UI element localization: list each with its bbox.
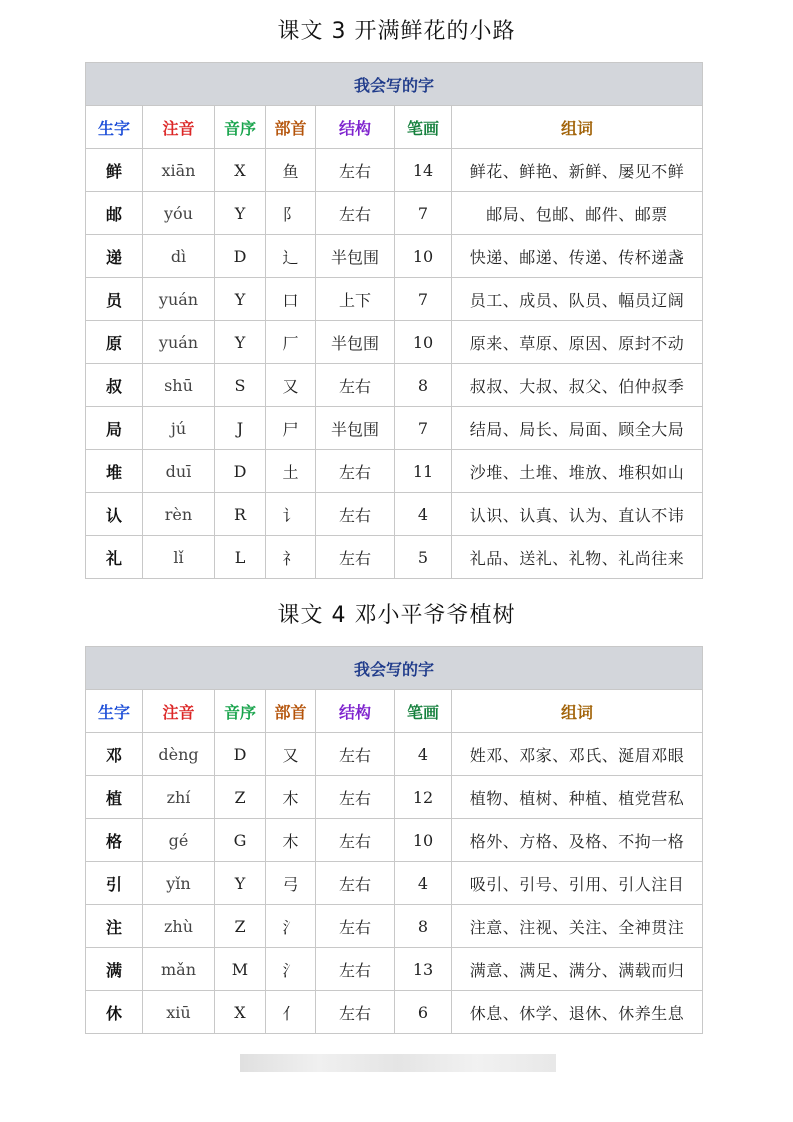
cell-pinyin: dì bbox=[143, 235, 215, 278]
cell-order: S bbox=[215, 364, 266, 407]
lesson-title-3: 课文 3 开满鲜花的小路 bbox=[277, 19, 516, 44]
cell-structure: 左右 bbox=[316, 149, 395, 192]
cell-structure: 左右 bbox=[316, 450, 395, 493]
table-row bbox=[86, 991, 703, 1034]
cell-char: 邓 bbox=[86, 733, 143, 776]
table-row bbox=[86, 407, 703, 450]
cell-radical: 阝 bbox=[266, 192, 316, 235]
cell-pinyin: zhù bbox=[143, 905, 215, 948]
cell-radical: 辶 bbox=[266, 235, 316, 278]
cell-pinyin: shū bbox=[143, 364, 215, 407]
cell-words: 员工、成员、队员、幅员辽阔 bbox=[452, 278, 703, 321]
cell-strokes: 7 bbox=[395, 192, 452, 235]
cell-radical: 弓 bbox=[266, 862, 316, 905]
table-row bbox=[86, 450, 703, 493]
cell-structure: 左右 bbox=[316, 905, 395, 948]
cell-char: 员 bbox=[86, 278, 143, 321]
cell-char: 叔 bbox=[86, 364, 143, 407]
cell-pinyin: zhí bbox=[143, 776, 215, 819]
cell-words: 满意、满足、满分、满载而归 bbox=[452, 948, 703, 991]
cell-strokes: 8 bbox=[395, 364, 452, 407]
cell-char: 植 bbox=[86, 776, 143, 819]
cell-char: 原 bbox=[86, 321, 143, 364]
cell-radical: 又 bbox=[266, 364, 316, 407]
cell-structure: 左右 bbox=[316, 536, 395, 579]
section-label: 我会写的字 bbox=[86, 647, 703, 690]
cell-radical: 氵 bbox=[266, 905, 316, 948]
cell-strokes: 4 bbox=[395, 493, 452, 536]
cell-radical: 讠 bbox=[266, 493, 316, 536]
cell-order: J bbox=[215, 407, 266, 450]
cell-strokes: 4 bbox=[395, 862, 452, 905]
cell-pinyin: mǎn bbox=[143, 948, 215, 991]
cell-strokes: 8 bbox=[395, 905, 452, 948]
section-label: 我会写的字 bbox=[86, 63, 703, 106]
cell-words: 姓邓、邓家、邓氏、涎眉邓眼 bbox=[452, 733, 703, 776]
cell-radical: 氵 bbox=[266, 948, 316, 991]
header-pinyin: 注音 bbox=[143, 106, 215, 149]
table-row bbox=[86, 235, 703, 278]
cell-words: 格外、方格、及格、不拘一格 bbox=[452, 819, 703, 862]
cell-words: 礼品、送礼、礼物、礼尚往来 bbox=[452, 536, 703, 579]
cell-words: 休息、休学、退休、休养生息 bbox=[452, 991, 703, 1034]
cell-char: 局 bbox=[86, 407, 143, 450]
cell-pinyin: yuán bbox=[143, 321, 215, 364]
table-row bbox=[86, 733, 703, 776]
cell-strokes: 4 bbox=[395, 733, 452, 776]
cell-structure: 左右 bbox=[316, 493, 395, 536]
cell-order: Y bbox=[215, 278, 266, 321]
cell-char: 格 bbox=[86, 819, 143, 862]
header-words: 组词 bbox=[452, 690, 703, 733]
cell-structure: 左右 bbox=[316, 192, 395, 235]
cell-radical: 又 bbox=[266, 733, 316, 776]
cell-pinyin: xiān bbox=[143, 149, 215, 192]
cell-order: L bbox=[215, 536, 266, 579]
cell-words: 注意、注视、关注、全神贯注 bbox=[452, 905, 703, 948]
cell-radical: 口 bbox=[266, 278, 316, 321]
cell-char: 鲜 bbox=[86, 149, 143, 192]
cell-strokes: 10 bbox=[395, 321, 452, 364]
header-order: 音序 bbox=[215, 690, 266, 733]
cell-strokes: 5 bbox=[395, 536, 452, 579]
cell-pinyin: yǐn bbox=[143, 862, 215, 905]
cell-strokes: 13 bbox=[395, 948, 452, 991]
cell-char: 堆 bbox=[86, 450, 143, 493]
cell-order: Z bbox=[215, 776, 266, 819]
cell-order: X bbox=[215, 149, 266, 192]
cell-strokes: 14 bbox=[395, 149, 452, 192]
header-strokes: 笔画 bbox=[395, 690, 452, 733]
cell-words: 叔叔、大叔、叔父、伯仲叔季 bbox=[452, 364, 703, 407]
table-row bbox=[86, 862, 703, 905]
cell-char: 注 bbox=[86, 905, 143, 948]
cell-strokes: 11 bbox=[395, 450, 452, 493]
cell-char: 邮 bbox=[86, 192, 143, 235]
header-char: 生字 bbox=[86, 690, 143, 733]
cell-char: 礼 bbox=[86, 536, 143, 579]
cell-radical: 礻 bbox=[266, 536, 316, 579]
cell-strokes: 10 bbox=[395, 819, 452, 862]
cell-pinyin: jú bbox=[143, 407, 215, 450]
cell-order: M bbox=[215, 948, 266, 991]
header-char: 生字 bbox=[86, 106, 143, 149]
cell-structure: 左右 bbox=[316, 991, 395, 1034]
cell-structure: 左右 bbox=[316, 948, 395, 991]
table-row bbox=[86, 364, 703, 407]
cell-radical: 厂 bbox=[266, 321, 316, 364]
table-row bbox=[86, 321, 703, 364]
table-row bbox=[86, 776, 703, 819]
header-structure: 结构 bbox=[316, 690, 395, 733]
cell-radical: 亻 bbox=[266, 991, 316, 1034]
cell-radical: 木 bbox=[266, 819, 316, 862]
cell-order: Y bbox=[215, 862, 266, 905]
character-table-lesson-4 bbox=[85, 646, 703, 1034]
header-pinyin: 注音 bbox=[143, 690, 215, 733]
cell-strokes: 12 bbox=[395, 776, 452, 819]
cell-structure: 上下 bbox=[316, 278, 395, 321]
cell-order: Y bbox=[215, 321, 266, 364]
cell-radical: 土 bbox=[266, 450, 316, 493]
cell-words: 结局、局长、局面、顾全大局 bbox=[452, 407, 703, 450]
cell-pinyin: rèn bbox=[143, 493, 215, 536]
cell-pinyin: xiū bbox=[143, 991, 215, 1034]
cell-pinyin: duī bbox=[143, 450, 215, 493]
cell-pinyin: yóu bbox=[143, 192, 215, 235]
cell-words: 快递、邮递、传递、传杯递盏 bbox=[452, 235, 703, 278]
header-words: 组词 bbox=[452, 106, 703, 149]
cell-structure: 半包围 bbox=[316, 235, 395, 278]
cell-char: 休 bbox=[86, 991, 143, 1034]
table-row bbox=[86, 819, 703, 862]
cell-char: 满 bbox=[86, 948, 143, 991]
cell-order: X bbox=[215, 991, 266, 1034]
header-radical: 部首 bbox=[266, 690, 316, 733]
cell-structure: 左右 bbox=[316, 862, 395, 905]
table-row bbox=[86, 149, 703, 192]
cell-order: G bbox=[215, 819, 266, 862]
cell-strokes: 10 bbox=[395, 235, 452, 278]
cell-strokes: 7 bbox=[395, 278, 452, 321]
cell-char: 引 bbox=[86, 862, 143, 905]
table-row bbox=[86, 192, 703, 235]
cell-words: 植物、植树、种植、植党营私 bbox=[452, 776, 703, 819]
cell-order: D bbox=[215, 235, 266, 278]
table-row bbox=[86, 278, 703, 321]
lesson-title-4: 课文 4 邓小平爷爷植树 bbox=[277, 603, 516, 628]
cell-order: R bbox=[215, 493, 266, 536]
header-structure: 结构 bbox=[316, 106, 395, 149]
header-strokes: 笔画 bbox=[395, 106, 452, 149]
cell-order: Z bbox=[215, 905, 266, 948]
cell-char: 认 bbox=[86, 493, 143, 536]
cell-words: 鲜花、鲜艳、新鲜、屡见不鲜 bbox=[452, 149, 703, 192]
cell-strokes: 6 bbox=[395, 991, 452, 1034]
cell-radical: 尸 bbox=[266, 407, 316, 450]
cell-structure: 半包围 bbox=[316, 407, 395, 450]
cell-char: 递 bbox=[86, 235, 143, 278]
page-footer-blur bbox=[240, 1054, 556, 1072]
table-row bbox=[86, 536, 703, 579]
cell-radical: 鱼 bbox=[266, 149, 316, 192]
table-row bbox=[86, 905, 703, 948]
cell-order: Y bbox=[215, 192, 266, 235]
cell-words: 认识、认真、认为、直认不讳 bbox=[452, 493, 703, 536]
cell-words: 原来、草原、原因、原封不动 bbox=[452, 321, 703, 364]
header-radical: 部首 bbox=[266, 106, 316, 149]
cell-strokes: 7 bbox=[395, 407, 452, 450]
table-row bbox=[86, 493, 703, 536]
cell-radical: 木 bbox=[266, 776, 316, 819]
cell-structure: 左右 bbox=[316, 776, 395, 819]
cell-structure: 左右 bbox=[316, 819, 395, 862]
character-table-lesson-3 bbox=[85, 62, 703, 579]
cell-pinyin: gé bbox=[143, 819, 215, 862]
cell-words: 沙堆、土堆、堆放、堆积如山 bbox=[452, 450, 703, 493]
cell-structure: 左右 bbox=[316, 364, 395, 407]
cell-words: 吸引、引号、引用、引人注目 bbox=[452, 862, 703, 905]
cell-words: 邮局、包邮、邮件、邮票 bbox=[452, 192, 703, 235]
cell-pinyin: dèng bbox=[143, 733, 215, 776]
cell-structure: 左右 bbox=[316, 733, 395, 776]
cell-pinyin: lǐ bbox=[143, 536, 215, 579]
cell-structure: 半包围 bbox=[316, 321, 395, 364]
table-row bbox=[86, 948, 703, 991]
cell-pinyin: yuán bbox=[143, 278, 215, 321]
header-order: 音序 bbox=[215, 106, 266, 149]
cell-order: D bbox=[215, 733, 266, 776]
cell-order: D bbox=[215, 450, 266, 493]
